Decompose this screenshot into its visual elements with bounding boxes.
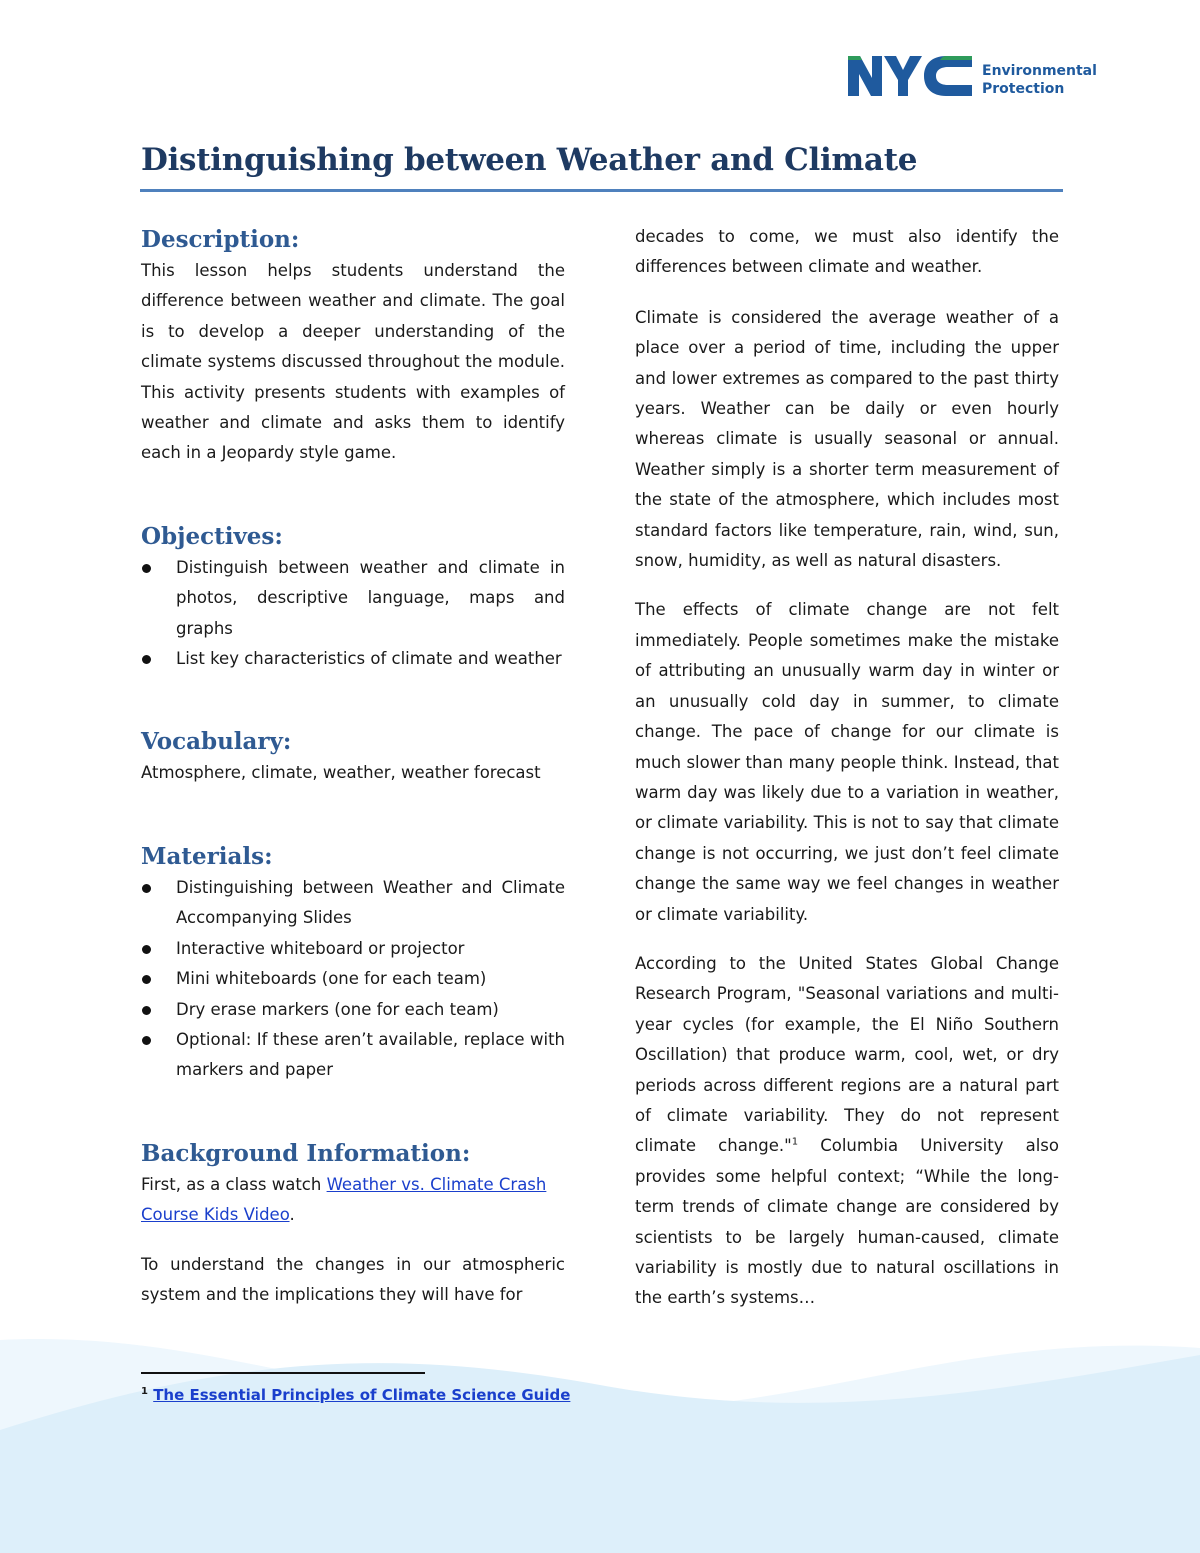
nyc-dep-logo xyxy=(846,52,1096,100)
list-item: Distinguish between weather and climate in photos, descriptive language, maps and graphs xyxy=(141,553,565,644)
footnote-divider xyxy=(141,1372,425,1374)
vocabulary-heading: Vocabulary: xyxy=(141,728,292,756)
video-link[interactable]: Weather vs. Climate Crash Course Kids Video xyxy=(141,1174,547,1225)
title-divider xyxy=(140,189,1063,192)
list-item: Interactive whiteboard or projector xyxy=(141,934,565,964)
footnote-ref: 1 xyxy=(791,1136,799,1148)
list-item: Optional: If these aren’t available, replace with markers and paper xyxy=(141,1025,565,1086)
list-item: Mini whiteboards (one for each team) xyxy=(141,964,565,994)
footnote xyxy=(141,1386,570,1404)
bullet-icon xyxy=(142,1006,151,1015)
footnote-number: 1 xyxy=(141,1386,148,1397)
right-column xyxy=(635,222,1059,1314)
nyc-logo-icon xyxy=(846,52,976,100)
materials-list xyxy=(141,873,565,1086)
page-title: Distinguishing between Weather and Climate xyxy=(141,142,918,178)
background-heading: Background Information: xyxy=(141,1139,471,1167)
left-column xyxy=(141,224,565,1310)
bullet-icon xyxy=(142,655,151,664)
bullet-icon xyxy=(142,884,151,893)
right-para-1: decades to come, we must also identify the differences between climate and weather. xyxy=(635,227,1059,277)
vocabulary-text: Atmosphere, climate, weather, weather forecast xyxy=(141,763,541,783)
bullet-icon xyxy=(142,1036,151,1045)
bullet-icon xyxy=(142,975,151,984)
right-para-4: According to the United States Global Change Research Program, "Seasonal variations and multi-year cycles (for example, the El Niño Southern Oscillation) that produce warm, cool, wet, or dry periods across different regions are a natural part of climate variability. They do not represent climate change."$^1$ Columbia University also provides some helpful context; “While the long-term trends of climate change are considered by scientists to be largely human-caused, climate variability is mostly due to natural oscillations in the earth’s systems… xyxy=(635,953,1059,1308)
list-item: Dry erase markers (one for each team) xyxy=(141,995,565,1025)
materials-heading: Materials: xyxy=(141,842,273,870)
background-para: To understand the changes in our atmospheric system and the implications they will have for xyxy=(141,1254,565,1304)
right-para-3: The effects of climate change are not felt immediately. People sometimes make the mistake of attributing an unusually warm day in winter or an unusually cold day in summer, to climate change. The pace of change for our climate is much slower than many people think. Instead, that warm day was likely due to a variation in weather, or climate variability. This is not to say that climate change is not occurring, we just don’t feel climate change the same way we feel changes in weather or climate variability. xyxy=(635,600,1059,924)
list-item: List key characteristics of climate and weather xyxy=(141,644,565,674)
objectives-list xyxy=(141,553,565,675)
objectives-heading: Objectives: xyxy=(141,522,283,550)
bullet-icon xyxy=(142,945,151,954)
description-heading: Description: xyxy=(141,226,300,253)
logo-line-2: Protection xyxy=(982,81,1065,97)
background-intro: First, as a class watch Weather vs. Climate Crash Course Kids Video. xyxy=(141,1174,547,1225)
list-item: Distinguishing between Weather and Climate Accompanying Slides xyxy=(141,873,565,934)
footnote-link[interactable]: The Essential Principles of Climate Science Guide xyxy=(153,1386,571,1404)
right-para-2: Climate is considered the average weather of a place over a period of time, including the upper and lower extremes as compared to the past thirty years. Weather can be daily or even hourly whereas climate is usually seasonal or annual. Weather simply is a shorter term measurement of the state of the atmosphere, which includes most standard factors like temperature, rain, wind, sun, snow, humidity, as well as natural disasters. xyxy=(635,307,1059,571)
logo-line-1: Environmental xyxy=(982,63,1097,79)
bullet-icon xyxy=(142,564,151,573)
description-text: This lesson helps students understand the difference between weather and climate. The goal is to develop a deeper understanding of the climate systems discussed throughout the module. This activity presents students with examples of weather and climate and asks them to identify each in a Jeopardy style game. xyxy=(141,261,565,463)
